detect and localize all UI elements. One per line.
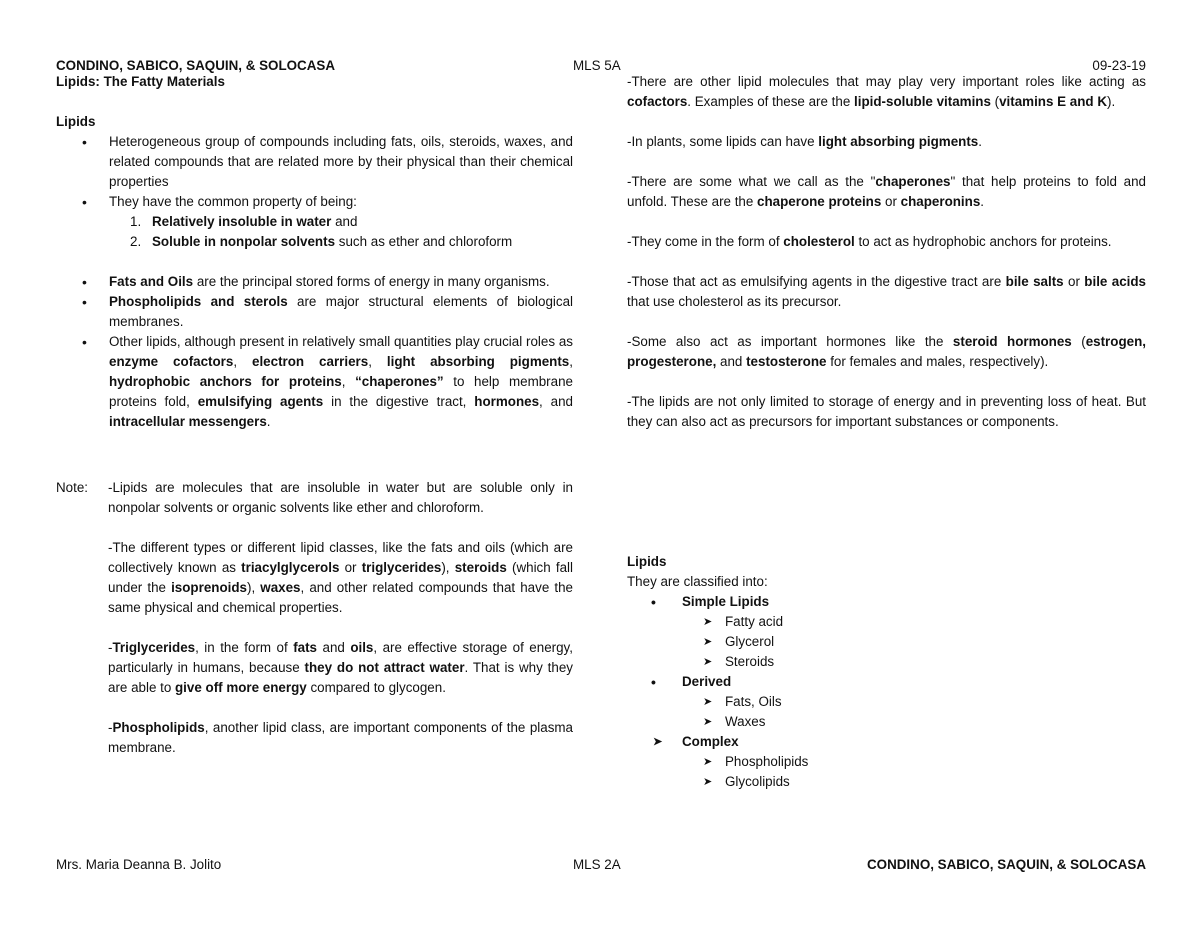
term-light-absorbing-pigments: light absorbing pigments xyxy=(818,134,979,149)
footer-section: MLS 2A xyxy=(573,857,621,872)
note-text: - xyxy=(108,640,113,655)
item-text: such as ether and chloroform xyxy=(335,234,513,249)
note-text: ), xyxy=(441,560,455,575)
para-text: ). xyxy=(1107,94,1116,109)
header-subtitle: Lipids: The Fatty Materials xyxy=(56,74,225,89)
para-chaperones xyxy=(627,172,1146,212)
term-enzyme-cofactors: enzyme cofactors xyxy=(109,354,234,369)
arrow-bullet-icon: ➤ xyxy=(703,756,713,768)
bullet-heterogeneous xyxy=(56,132,573,192)
para-text: or xyxy=(881,194,901,209)
term-triglycerides: triglycerides xyxy=(361,560,442,575)
item-label: Phospholipids xyxy=(725,754,809,769)
bullet-text: . xyxy=(266,414,271,429)
para-text: -Some also act as important hormones like the xyxy=(627,334,953,349)
item-bold: Relatively insoluble in water xyxy=(152,214,332,229)
term-chaperones: “chaperones” xyxy=(355,374,444,389)
para-text: -There are other lipid molecules that may play very important roles like acting as xyxy=(627,74,1146,89)
para-text: -They come in the form of xyxy=(627,234,784,249)
para-text: -Those that act as emulsifying agents in the digestive tract are xyxy=(627,274,1006,289)
para-emulsifying xyxy=(627,272,1146,312)
bullet-text: Heterogeneous group of compounds including fats, oils, steroids, waxes, and related compounds that are related more by their physical than their chemical properties xyxy=(109,134,573,189)
term-steroids: steroids xyxy=(454,560,507,575)
bullet-text: , and xyxy=(539,394,573,409)
term-cholesterol: cholesterol xyxy=(783,234,855,249)
bullet-text: , xyxy=(341,374,356,389)
classification-intro: They are classified into: xyxy=(627,574,768,589)
bullet-text: They have the common property of being: xyxy=(109,194,357,209)
term-cofactors: cofactors xyxy=(627,94,688,109)
term-bile-salts: bile salts xyxy=(1005,274,1064,289)
note-text: , are effective storage of energy, particularly in humans, because xyxy=(108,640,573,675)
note-text: -The different types or different lipid classes, like the fats and oils (which are collectively known as xyxy=(108,540,573,575)
term-more-energy: give off more energy xyxy=(175,680,307,695)
note-text: and xyxy=(317,640,351,655)
term-hydrophobic-anchors: hydrophobic anchors for proteins xyxy=(109,374,342,389)
list-item xyxy=(627,772,1146,792)
para-text: or xyxy=(1063,274,1085,289)
note-text: , and other related compounds that have the same physical and chemical properties. xyxy=(108,580,573,615)
para-text: to act as hydrophobic anchors for proteins. xyxy=(854,234,1112,249)
list-item xyxy=(627,752,1146,772)
para-text: for females and males, respectively). xyxy=(826,354,1049,369)
bullet-icon: • xyxy=(82,194,87,210)
list-item xyxy=(627,692,1146,712)
para-text: " that help proteins to fold and unfold. These are the xyxy=(627,174,1147,209)
note-2 xyxy=(108,538,573,618)
bullet-fats-oils xyxy=(56,272,573,292)
arrow-bullet-icon: ➤ xyxy=(703,616,713,628)
bullet-text: Other lipids, although present in relatively small quantities play crucial roles as xyxy=(109,334,573,349)
arrow-bullet-icon: ➤ xyxy=(703,696,713,708)
term-fats: fats xyxy=(293,640,318,655)
bullet-text: are the principal stored forms of energy in many organisms. xyxy=(193,274,550,289)
item-label: Fatty acid xyxy=(725,614,784,629)
term-triglycerides: Triglycerides xyxy=(112,640,196,655)
class-complex xyxy=(627,732,1146,752)
list-item xyxy=(627,612,1146,632)
term-light-absorbing-pigments: light absorbing pigments xyxy=(386,354,570,369)
numbered-item-1 xyxy=(56,212,573,232)
classification-section xyxy=(627,552,1146,792)
para-text: ( xyxy=(990,94,1000,109)
notes-section xyxy=(56,478,573,758)
para-text: ( xyxy=(1071,334,1086,349)
term-isoprenoids: isoprenoids xyxy=(171,580,247,595)
note-text: or xyxy=(339,560,362,575)
footer-teacher: Mrs. Maria Deanna B. Jolito xyxy=(56,857,222,872)
term-bile-acids: bile acids xyxy=(1084,274,1146,289)
item-number: 1. xyxy=(130,214,142,229)
bullet-icon: • xyxy=(651,674,656,690)
para-text: . Examples of these are the xyxy=(687,94,855,109)
bullet-icon: • xyxy=(82,134,87,150)
list-item xyxy=(627,712,1146,732)
term-emulsifying-agents: emulsifying agents xyxy=(197,394,324,409)
note-text: , in the form of xyxy=(195,640,294,655)
bullet-text: to help membrane proteins fold, xyxy=(109,374,573,409)
classification-heading: Lipids xyxy=(627,554,667,569)
term-vitamins-e-k: vitamins E and K xyxy=(999,94,1108,109)
term-no-water-attraction: they do not attract water xyxy=(304,660,465,675)
bullet-phospholipids xyxy=(56,292,573,332)
term-chaperones: chaperones xyxy=(875,174,951,189)
term-testosterone: testosterone xyxy=(746,354,827,369)
term-intracellular-messengers: intracellular messengers xyxy=(109,414,267,429)
item-text: and xyxy=(331,214,358,229)
note-text: - xyxy=(108,720,113,735)
para-cholesterol xyxy=(627,232,1146,252)
bullet-text: , xyxy=(368,354,387,369)
note-text: ), xyxy=(246,580,261,595)
arrow-bullet-icon: ➤ xyxy=(703,776,713,788)
term-chaperonins: chaperonins xyxy=(900,194,981,209)
bullet-other-lipids xyxy=(56,332,573,432)
list-item xyxy=(627,652,1146,672)
term-waxes: waxes xyxy=(260,580,301,595)
para-text: and xyxy=(716,354,747,369)
header-authors: CONDINO, SABICO, SAQUIN, & SOLOCASA xyxy=(56,58,335,73)
term-estrogen-progesterone: estrogen, progesterone, xyxy=(627,334,1146,369)
para-text: -There are some what we call as the " xyxy=(627,174,876,189)
arrow-bullet-icon: ➤ xyxy=(653,736,663,748)
item-bold: Soluble in nonpolar solvents xyxy=(152,234,336,249)
term-electron-carriers: electron carriers xyxy=(252,354,369,369)
left-column xyxy=(56,112,573,432)
list-item xyxy=(627,632,1146,652)
para-cofactors xyxy=(627,72,1146,112)
item-label: Glycolipids xyxy=(725,774,790,789)
bullet-bold: Fats and Oils xyxy=(109,274,194,289)
term-phospholipids: Phospholipids xyxy=(112,720,205,735)
para-hormones xyxy=(627,332,1146,372)
term-lipid-soluble-vitamins: lipid-soluble vitamins xyxy=(854,94,991,109)
note-text: (which fall under the xyxy=(108,560,573,595)
para-text: . xyxy=(978,134,982,149)
item-number: 2. xyxy=(130,234,142,249)
class-label: Complex xyxy=(682,734,739,749)
item-label: Fats, Oils xyxy=(725,694,782,709)
arrow-bullet-icon: ➤ xyxy=(703,636,713,648)
class-label: Derived xyxy=(682,674,732,689)
item-label: Steroids xyxy=(725,654,775,669)
bullet-icon: • xyxy=(82,334,87,350)
class-simple-lipids xyxy=(627,592,1146,612)
term-triacylglycerols: triacylglycerols xyxy=(241,560,340,575)
para-precursors: -The lipids are not only limited to storage of energy and in preventing loss of heat. But they can also act as precursors for important substances or components. xyxy=(627,394,1146,429)
bullet-bold: Phospholipids and sterols xyxy=(109,294,288,309)
header-section: MLS 5A xyxy=(573,58,621,73)
note-text: compared to glycogen. xyxy=(306,680,446,695)
numbered-item-2 xyxy=(56,232,573,252)
para-text: that use cholesterol as its precursor. xyxy=(627,294,842,309)
arrow-bullet-icon: ➤ xyxy=(703,716,713,728)
term-chaperone-proteins: chaperone proteins xyxy=(757,194,882,209)
footer-authors: CONDINO, SABICO, SAQUIN, & SOLOCASA xyxy=(867,857,1146,872)
bullet-text: , xyxy=(569,354,573,369)
bullet-text: , xyxy=(233,354,253,369)
bullet-icon: • xyxy=(651,594,656,610)
class-derived xyxy=(627,672,1146,692)
right-column xyxy=(627,72,1146,432)
term-steroid-hormones: steroid hormones xyxy=(952,334,1072,349)
item-label: Waxes xyxy=(725,714,766,729)
bullet-common-property xyxy=(56,192,573,212)
class-label: Simple Lipids xyxy=(682,594,770,609)
header-date: 09-23-19 xyxy=(1092,58,1146,73)
note-text: , another lipid class, are important components of the plasma membrane. xyxy=(108,720,573,755)
section-heading-lipids: Lipids xyxy=(56,114,96,129)
note-4 xyxy=(108,718,573,758)
bullet-text: in the digestive tract, xyxy=(323,394,475,409)
bullet-icon: • xyxy=(82,294,87,310)
term-oils: oils xyxy=(350,640,374,655)
note-3 xyxy=(108,638,573,698)
bullet-icon: • xyxy=(82,274,87,290)
note-label: Note: xyxy=(56,480,89,495)
para-text: -In plants, some lipids can have xyxy=(627,134,819,149)
arrow-bullet-icon: ➤ xyxy=(703,656,713,668)
para-plants xyxy=(627,132,1146,152)
bullet-text: are major structural elements of biological membranes. xyxy=(109,294,574,329)
note-1: -Lipids are molecules that are insoluble in water but are soluble only in nonpolar solvents or organic solvents like ether and chloroform. xyxy=(108,480,573,515)
para-text: . xyxy=(980,194,985,209)
term-hormones: hormones xyxy=(474,394,540,409)
note-text: . That is why they are able to xyxy=(108,660,573,695)
item-label: Glycerol xyxy=(725,634,775,649)
